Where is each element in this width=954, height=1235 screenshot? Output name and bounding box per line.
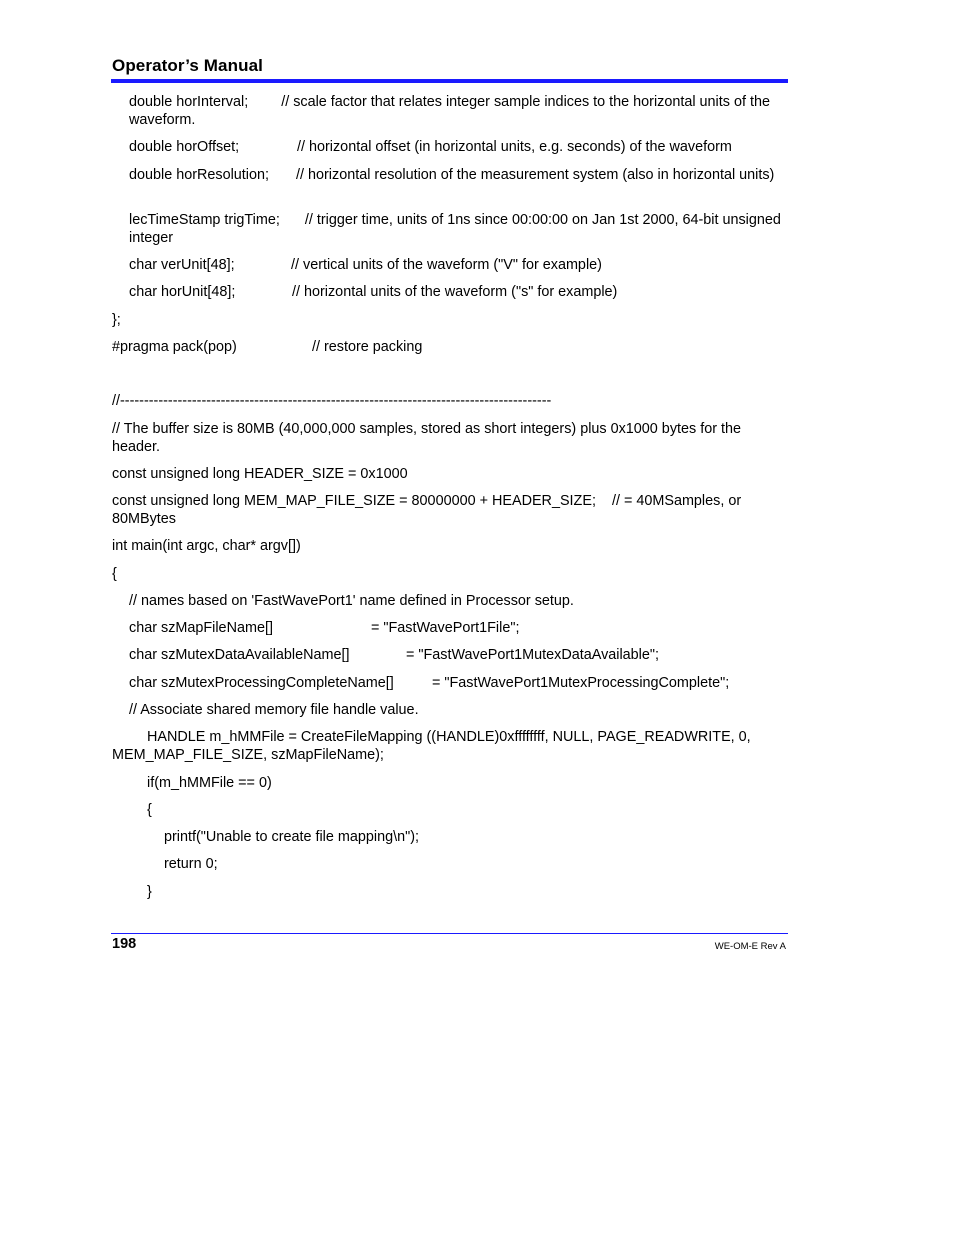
- code-text: lecTimeStamp trigTime;: [129, 212, 280, 228]
- code-comment: // restore packing: [312, 339, 423, 355]
- code-comment: // horizontal resolution of the measurement system (also in horizontal units): [296, 167, 775, 183]
- code-line-trig-time: [112, 211, 788, 247]
- code-text: char horUnit[48];: [129, 284, 236, 300]
- code-text: char szMutexDataAvailableName[]: [129, 647, 350, 663]
- code-comment: = "FastWavePort1MutexProcessingComplete";: [432, 675, 730, 691]
- code-comment: // = 40MSamples, or 80MBytes: [112, 493, 742, 527]
- code-line-hor-resolution: [112, 166, 788, 184]
- code-line-return: return 0;: [164, 856, 218, 872]
- code-line-mutex-data-available: [112, 646, 788, 664]
- code-text: double horResolution;: [129, 167, 270, 183]
- code-line-if: if(m_hMMFile == 0): [147, 775, 272, 791]
- code-comment: // horizontal units of the waveform ("s" for example): [292, 284, 618, 300]
- document-revision: WE-OM-E Rev A: [714, 941, 786, 952]
- code-line-ver-unit: [112, 256, 788, 274]
- header-rule: [111, 79, 788, 83]
- code-text: double horInterval;: [129, 94, 249, 110]
- code-line-header-size: const unsigned long HEADER_SIZE = 0x1000: [112, 466, 408, 482]
- code-line-if-close-brace: }: [147, 884, 152, 900]
- code-text: double horOffset;: [129, 139, 240, 155]
- code-line-map-file-name: [112, 619, 788, 637]
- code-comment: // horizontal offset (in horizontal units, e.g. seconds) of the waveform: [297, 139, 732, 155]
- code-line-main: int main(int argc, char* argv[]): [112, 538, 301, 554]
- code-line-pragma: [112, 338, 788, 356]
- code-line-open-brace: {: [112, 566, 117, 582]
- code-comment: // vertical units of the waveform ("V" for example): [291, 257, 602, 273]
- code-text: char szMapFileName[]: [129, 620, 273, 636]
- code-line-hor-interval: [112, 93, 788, 129]
- code-text: const unsigned long MEM_MAP_FILE_SIZE = 80000000 + HEADER_SIZE;: [112, 493, 596, 509]
- code-comment: // scale factor that relates integer sample indices to the horizontal units of the waveform.: [129, 94, 770, 128]
- code-line-printf: printf("Unable to create file mapping\n");: [164, 829, 419, 845]
- code-text: char szMutexProcessingCompleteName[]: [129, 675, 394, 691]
- code-text: #pragma pack(pop): [112, 339, 237, 355]
- code-line-struct-end: };: [112, 312, 121, 328]
- code-comment: // trigger time, units of 1ns since 00:00:00 on Jan 1st 2000, 64-bit unsigned integer: [129, 212, 781, 246]
- code-line-if-open-brace: {: [147, 802, 152, 818]
- code-line-hor-unit: [112, 283, 788, 301]
- code-line-buffer-comment: // The buffer size is 80MB (40,000,000 samples, stored as short integers) plus 0x1000 bytes for the header.: [112, 421, 741, 455]
- page-number: 198: [112, 936, 137, 952]
- code-line-associate-comment: // Associate shared memory file handle value.: [129, 702, 419, 718]
- code-line-mem-map-size: [112, 492, 788, 528]
- code-line-mutex-processing-complete: [112, 674, 788, 692]
- page-header-title: Operator’s Manual: [112, 56, 263, 75]
- code-comment: = "FastWavePort1MutexDataAvailable";: [406, 647, 659, 663]
- code-line-separator: //------------------------------------------------------------------------------------------: [112, 393, 552, 409]
- footer-rule: [111, 933, 788, 934]
- code-comment: = "FastWavePort1File";: [371, 620, 520, 636]
- code-line-names-comment: // names based on 'FastWavePort1' name defined in Processor setup.: [129, 593, 574, 609]
- code-line-create-file-mapping: HANDLE m_hMMFile = CreateFileMapping ((HANDLE)0xffffffff, NULL, PAGE_READWRITE, 0, MEM_MAP_FILE_SIZE, szMapFileName);: [112, 729, 751, 763]
- code-text: char verUnit[48];: [129, 257, 235, 273]
- code-line-hor-offset: [112, 138, 788, 156]
